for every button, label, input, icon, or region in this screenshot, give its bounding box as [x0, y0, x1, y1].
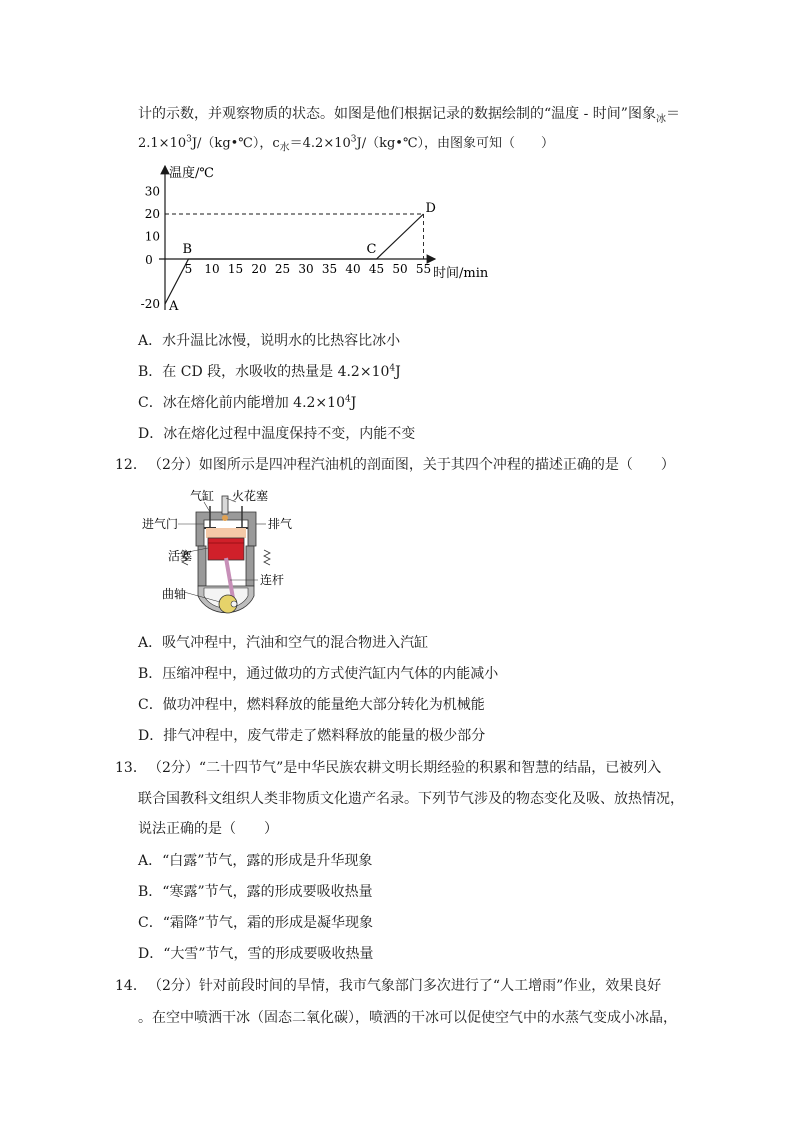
q11-line2-exp1: 3: [186, 134, 192, 145]
guide-lines: [165, 214, 424, 259]
q11-option-b-unit: J: [395, 364, 401, 380]
q11-option-c: [138, 393, 356, 413]
y-tick-label: -20: [140, 297, 160, 311]
q12-stem: （2分）如图所示是四冲程汽油机的剖面图，关于其四个冲程的描述正确的是（ ）: [148, 457, 675, 473]
q14-stem-line2: 。在空中喷洒干冰（固态二氧化碳），喷洒的干冰可以促使空气中的水蒸气变成小冰晶，: [138, 1010, 677, 1026]
label-crankshaft: 曲轴: [162, 587, 187, 601]
q14-stem-line1: （2分）针对前段时间的旱情，我市气象部门多次进行了“人工增雨”作业，效果良好: [148, 978, 662, 994]
x-tick-label: 15: [227, 262, 244, 276]
x-tick-label: 20: [251, 262, 267, 276]
point-label-d: D: [425, 201, 436, 216]
q11-option-c-exp: 4: [344, 394, 351, 405]
q12-number: 12．: [115, 457, 147, 473]
q11-line1-end: ＝: [665, 106, 680, 122]
q12-option-d: D．排气冲程中，废气带走了燃料释放的能量的极少部分: [138, 728, 486, 744]
q11-stem-line2: [138, 134, 554, 154]
q11-option-a: A．水升温比冰慢，说明水的比热容比冰小: [138, 333, 401, 349]
x-tick-label: 5: [184, 262, 193, 276]
x-tick-label: 0: [145, 253, 153, 267]
piston-icon: [208, 538, 244, 560]
q13-stem-line2: 联合国教科文组织人类非物质文化遗产名录。下列节气涉及的物态变化及吸、放热情况，: [138, 791, 684, 807]
q13-stem-line1: （2分）“二十四节气”是中华民族农耕文明长期经验的积累和智慧的结晶，已被列入: [148, 760, 662, 776]
y-tick-label: 10: [144, 229, 160, 244]
q11-line2-c: ＝4.2×10: [289, 136, 351, 151]
label-cylinder: 气缸: [190, 489, 215, 503]
point-labels: [168, 201, 436, 314]
label-piston: 活塞: [168, 549, 193, 563]
q11-option-c-unit: J: [350, 395, 357, 411]
q12-option-b: B．压缩冲程中，通过做功的方式使汽缸内气体的内能减小: [138, 666, 499, 682]
q11-option-c-text: C．冰在熔化前内能增加 4.2×10: [138, 395, 345, 411]
q13-stem-line3: 说法正确的是（ ）: [138, 821, 278, 837]
point-label-b: B: [182, 242, 193, 257]
x-axis-label: 时间/min: [433, 266, 489, 281]
x-tick-label: 40: [345, 262, 361, 276]
point-label-c: C: [366, 242, 377, 257]
q11-line2-d: J/（kg•℃），由图象可知（ ）: [356, 136, 554, 151]
q11-line2-a: 2.1×10: [138, 136, 187, 151]
q11-option-b-exp: 4: [389, 363, 396, 374]
q11-line2-b: J/（kg•℃），c: [191, 136, 280, 151]
q11-line1-text: 计的示数，并观察物质的状态。如图是他们根据记录的数据绘制的“温度 - 时间”图象: [138, 106, 656, 122]
x-tick-label: 45: [368, 262, 385, 276]
x-tick-label: 30: [298, 262, 314, 276]
q11-line2-exp2: 3: [350, 134, 357, 145]
q14-number: 14．: [115, 978, 147, 994]
x-tick-label: 25: [274, 262, 291, 276]
q11-option-d: D．冰在熔化过程中温度保持不变，内能不变: [138, 426, 416, 442]
q13-option-d: D．“大雪”节气，雪的形成要吸收热量: [138, 946, 374, 962]
y-tick-label: 30: [144, 184, 160, 199]
q13-option-b: B．“寒露”节气，露的形成要吸收热量: [138, 884, 373, 900]
q11-line2-sub: 水: [279, 142, 290, 154]
x-tick-label: 10: [204, 262, 220, 276]
y-tick-labels: [141, 185, 160, 312]
point-label-a: A: [169, 299, 179, 314]
engine-cross-section-figure: [138, 488, 298, 623]
y-tick-label: 20: [144, 207, 160, 221]
q11-stem-line1: [138, 104, 680, 124]
label-connecting-rod: 连杆: [260, 573, 285, 587]
cylinder-wall-left: [198, 546, 206, 586]
q13-number: 13．: [115, 760, 147, 776]
x-tick-label: 55: [415, 262, 432, 276]
label-intake-valve: 进气门: [142, 517, 179, 531]
q12-option-c: C．做功冲程中，燃料释放的能量绝大部分转化为机械能: [138, 697, 485, 713]
q13-option-c: C．“霜降”节气，霜的形成是凝华现象: [138, 915, 374, 931]
label-exhaust: 排气: [268, 517, 293, 531]
x-tick-label: 50: [392, 262, 408, 276]
label-spark-plug: 火花塞: [232, 489, 269, 503]
x-tick-label: 35: [321, 262, 338, 276]
q11-option-b: [138, 362, 401, 382]
q13-option-a: A．“白露”节气，露的形成是升华现象: [138, 853, 373, 869]
q11-option-b-text: B．在 CD 段，水吸收的热量是 4.2×10: [138, 364, 390, 380]
y-axis-label: 温度/℃: [169, 166, 214, 181]
q12-option-a: A．吸气冲程中，汽油和空气的混合物进入汽缸: [138, 635, 429, 651]
q11-line1-sub: 冰: [655, 113, 666, 125]
temperature-time-chart: [135, 160, 515, 320]
